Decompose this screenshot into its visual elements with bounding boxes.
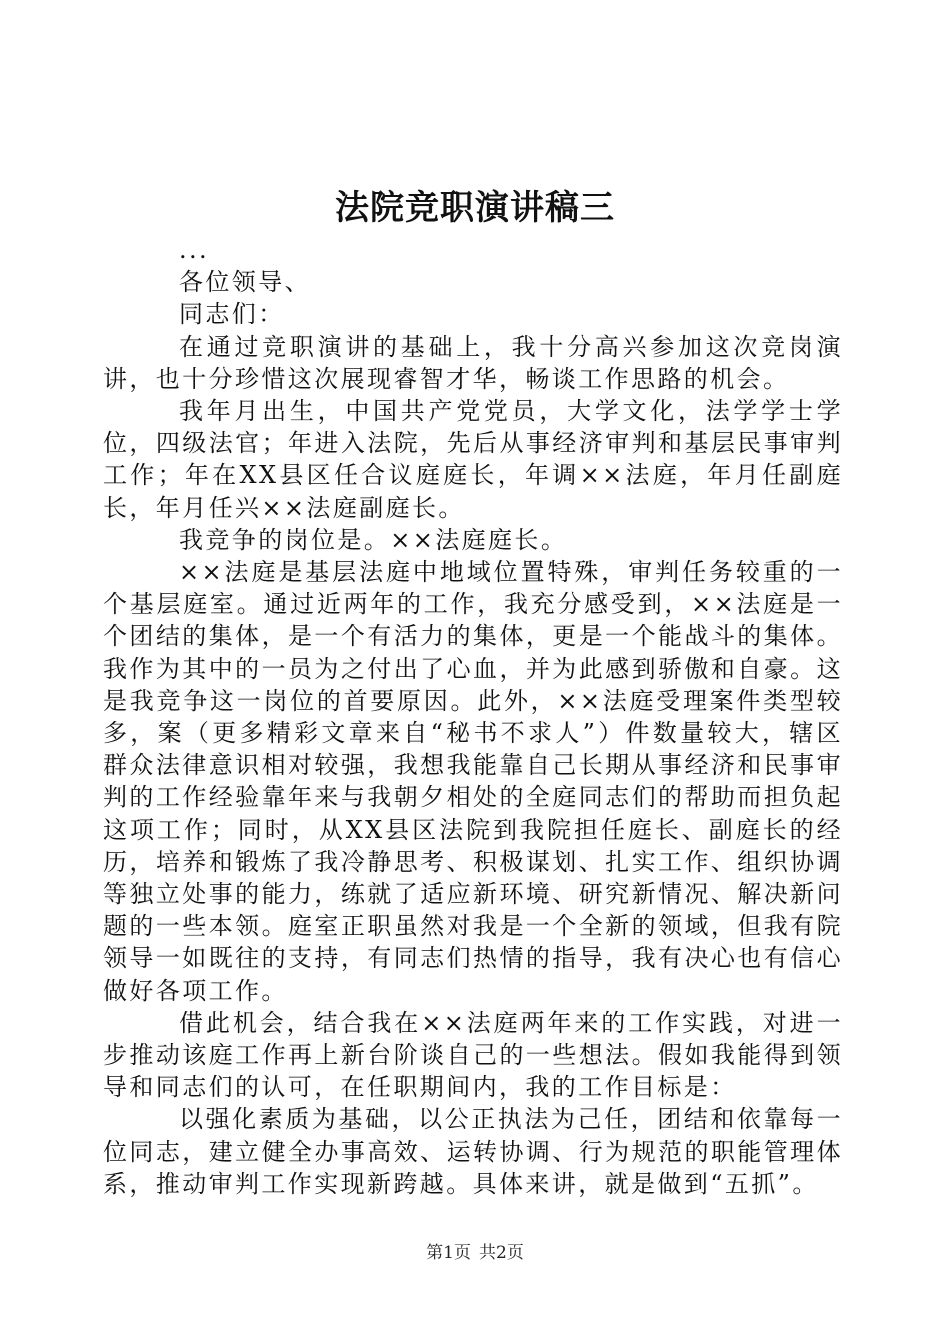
paragraph-ellipsis: ...	[179, 236, 210, 264]
page-number: 第1页	[426, 1243, 471, 1263]
paragraph-salutation-leaders: 各位领导、	[179, 268, 311, 297]
paragraph-opening: 在通过竞职演讲的基础上，我十分高兴参加这次竞岗演讲，也十分珍惜这次展现睿智才华，畅谈工作思路的机会。	[103, 332, 843, 393]
page-total: 共2页	[479, 1243, 524, 1263]
paragraph-position: 我竞争的岗位是。××法庭庭长。	[179, 525, 568, 554]
document-body	[103, 234, 843, 1200]
paragraph-background: 我年月出生，中国共产党党员，大学文化，法学学士学位，四级法官；年进入法院，先后从事经济审判和基层民事审判工作；年在XX县区任合议庭庭长，年调××法庭，年月任副庭长，年月任兴××法庭副庭长。	[103, 397, 843, 522]
paragraph-goals: 以强化素质为基础，以公正执法为己任，团结和依靠每一位同志，建立健全办事高效、运转协调、行为规范的职能管理体系，推动审判工作实现新跨越。具体来讲，就是做到“五抓”。	[103, 1105, 843, 1198]
paragraph-reasons: ××法庭是基层法庭中地域位置特殊，审判任务较重的一个基层庭室。通过近两年的工作，我充分感受到，××法庭是一个团结的集体，是一个有活力的集体，更是一个能战斗的集体。我作为其中的一员为之付出了心血，并为此感到骄傲和自豪。这是我竞争这一岗位的首要原因。此外，××法庭受理案件类型较多，案（更多精彩文章来自“秘书不求人”）件数量较大，辖区群众法律意识相对较强，我想我能靠自己长期从事经济和民事审判的工作经验靠年来与我朝夕相处的全庭同志们的帮助而担负起这项工作；同时，从XX县区法院到我院担任庭长、副庭长的经历，培养和锻炼了我冷静思考、积极谋划、扎实工作、组织协调等独立处事的能力，练就了适应新环境、研究新情况、解决新问题的一些本领。庭室正职虽然对我是一个全新的领域，但我有院领导一如既往的支持，有同志们热情的指导，我有决心也有信心做好各项工作。	[103, 558, 843, 1005]
document-title: 法院竞职演讲稿三	[335, 188, 615, 228]
paragraph-ideas: 借此机会，结合我在××法庭两年来的工作实践，对进一步推动该庭工作再上新台阶谈自己的一些想法。假如我能得到领导和同志们的认可，在任职期间内，我的工作目标是：	[103, 1008, 843, 1102]
page-footer	[0, 1240, 950, 1266]
paragraph-salutation-comrades: 同志们：	[179, 300, 285, 329]
